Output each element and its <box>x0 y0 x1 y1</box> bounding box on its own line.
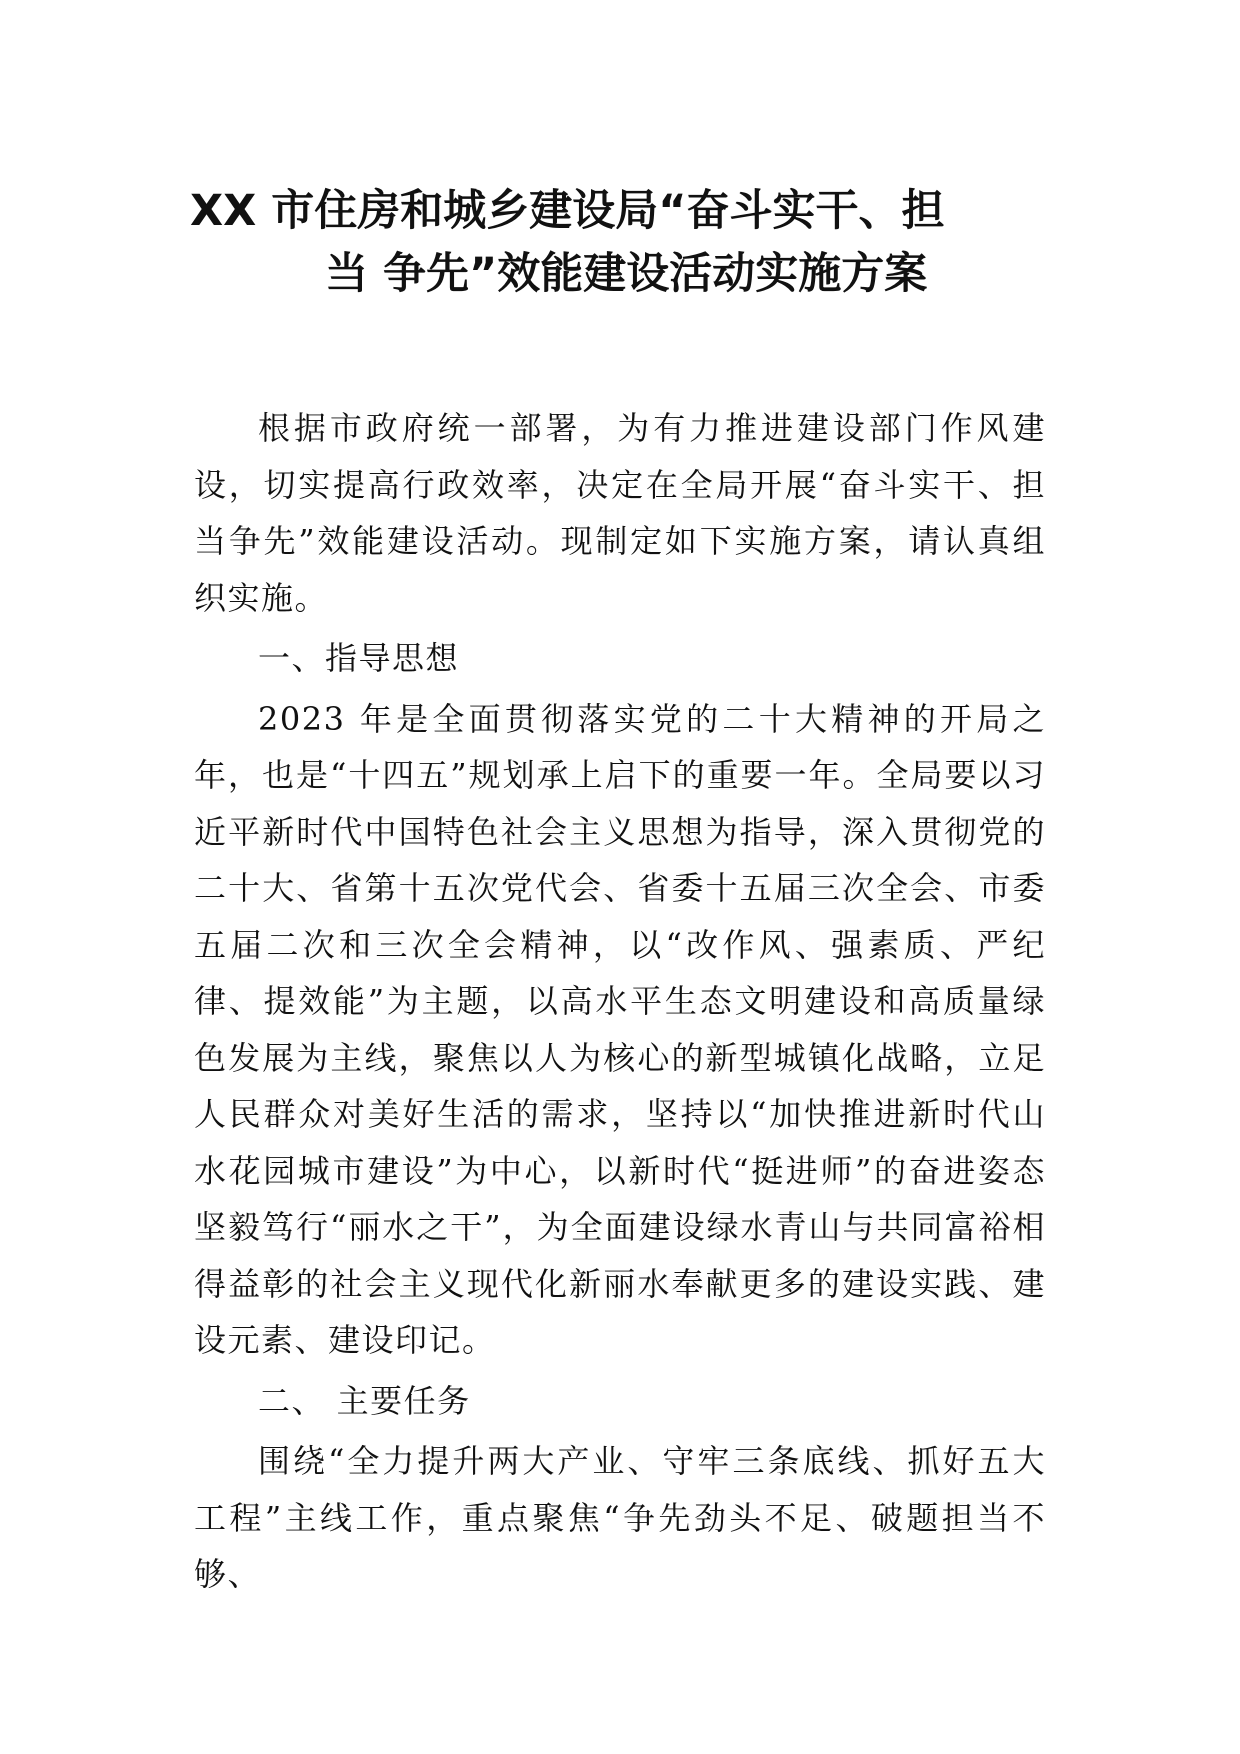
intro-paragraph: 根据市政府统一部署，为有力推进建设部门作风建设，切实提高行政效率，决定在全局开展“奋斗实干、担当争先”效能建设活动。现制定如下实施方案，请认真组织实施。 <box>194 409 1046 617</box>
section-heading-main-tasks: 二、 主要任务 <box>258 1381 471 1420</box>
section-heading-guiding-ideology: 一、指导思想 <box>258 639 460 677</box>
title-line-2: 当 争先”效能建设活动实施方案 <box>325 249 928 299</box>
main-tasks-paragraph: 围绕“全力提升两大产业、守牢三条底线、抓好五大工程”主线工作，重点聚焦“争先劲头不足、破题担当不够、 <box>194 1442 1046 1593</box>
document-title <box>150 180 1090 306</box>
title-line-1: XX 市住房和城乡建设局“奋斗实干、担 <box>190 186 945 236</box>
guiding-ideology-paragraph: 2023 年是全面贯彻落实党的二十大精神的开局之年，也是“十四五”规划承上启下的重要一年。全局要以习近平新时代中国特色社会主义思想为指导，深入贯彻党的二十大、省第十五次党代会、省委十五届三次全会、市委五届二次和三次全会精神，以“改作风、强素质、严纪律、提效能”为主题，以高水平生态文明建设和高质量绿色发展为主线，聚焦以人为核心的新型城镇化战略，立足人民群众对美好生活的需求，坚持以“加快推进新时代山水花园城市建设”为中心，以新时代“挺进师”的奋进姿态坚毅笃行“丽水之干”，为全面建设绿水青山与共同富裕相得益彰的社会主义现代化新丽水奉献更多的建设实践、建设元素、建设印记。 <box>194 699 1046 1359</box>
document-body <box>194 400 1046 1603</box>
